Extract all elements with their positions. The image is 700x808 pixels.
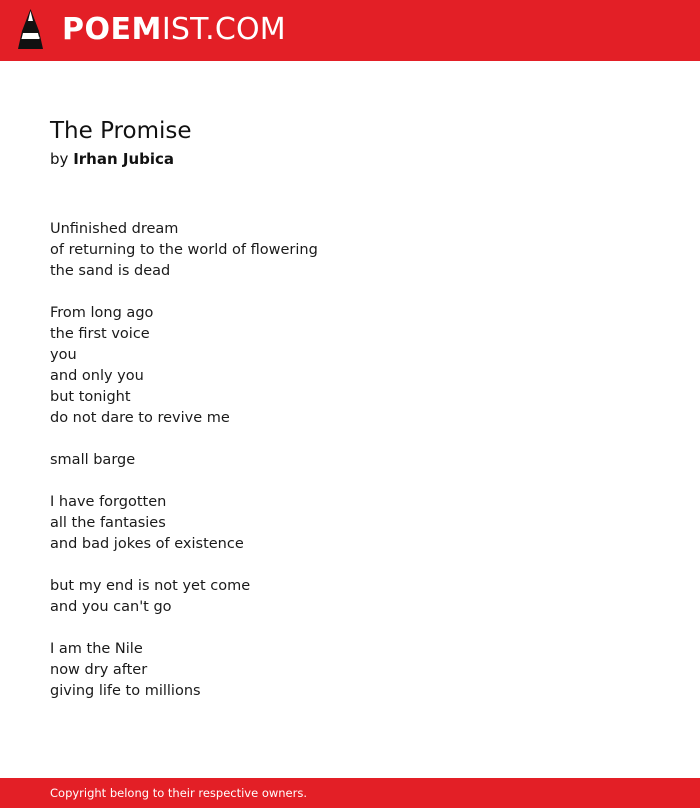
poem-line: do not dare to revive me — [50, 410, 230, 426]
poem-line: the sand is dead — [50, 263, 171, 279]
poem-body — [50, 219, 650, 723]
poem-title: The Promise — [50, 118, 192, 144]
logo-text-bold: POEM — [62, 12, 162, 47]
logo-text-light: IST.COM — [161, 12, 286, 47]
stanza — [50, 303, 650, 429]
stanza — [50, 639, 650, 702]
site-logo[interactable] — [62, 12, 286, 48]
poem-line: all the fantasies — [50, 515, 166, 531]
poem-line: I have forgotten — [50, 494, 167, 510]
copyright-text: Copyright belong to their respective owners. — [50, 786, 308, 800]
by-label: by — [50, 150, 69, 168]
poem-line: of returning to the world of flowering — [50, 242, 318, 258]
poem-line: and you can't go — [50, 599, 172, 615]
poem-line: giving life to millions — [50, 683, 201, 699]
poem-byline — [50, 148, 174, 170]
poem-line: Unfinished dream — [50, 221, 179, 237]
poem-line: but my end is not yet come — [50, 578, 251, 594]
stanza — [50, 219, 650, 282]
poem-line: you — [50, 347, 77, 363]
poem-line: and only you — [50, 368, 144, 384]
poem-line: I am the Nile — [50, 641, 143, 657]
poem-line: and bad jokes of existence — [50, 536, 244, 552]
poem-line: but tonight — [50, 389, 131, 405]
poem-author: Irhan Jubica — [73, 150, 175, 168]
stanza — [50, 576, 650, 618]
site-footer — [0, 778, 700, 808]
stanza — [50, 492, 650, 555]
site-header — [0, 0, 700, 61]
poem-line: small barge — [50, 452, 136, 468]
poem-line: the first voice — [50, 326, 150, 342]
poem-line: now dry after — [50, 662, 148, 678]
stanza — [50, 450, 650, 471]
pen-nib-icon[interactable] — [17, 9, 44, 51]
poem-line: From long ago — [50, 305, 154, 321]
